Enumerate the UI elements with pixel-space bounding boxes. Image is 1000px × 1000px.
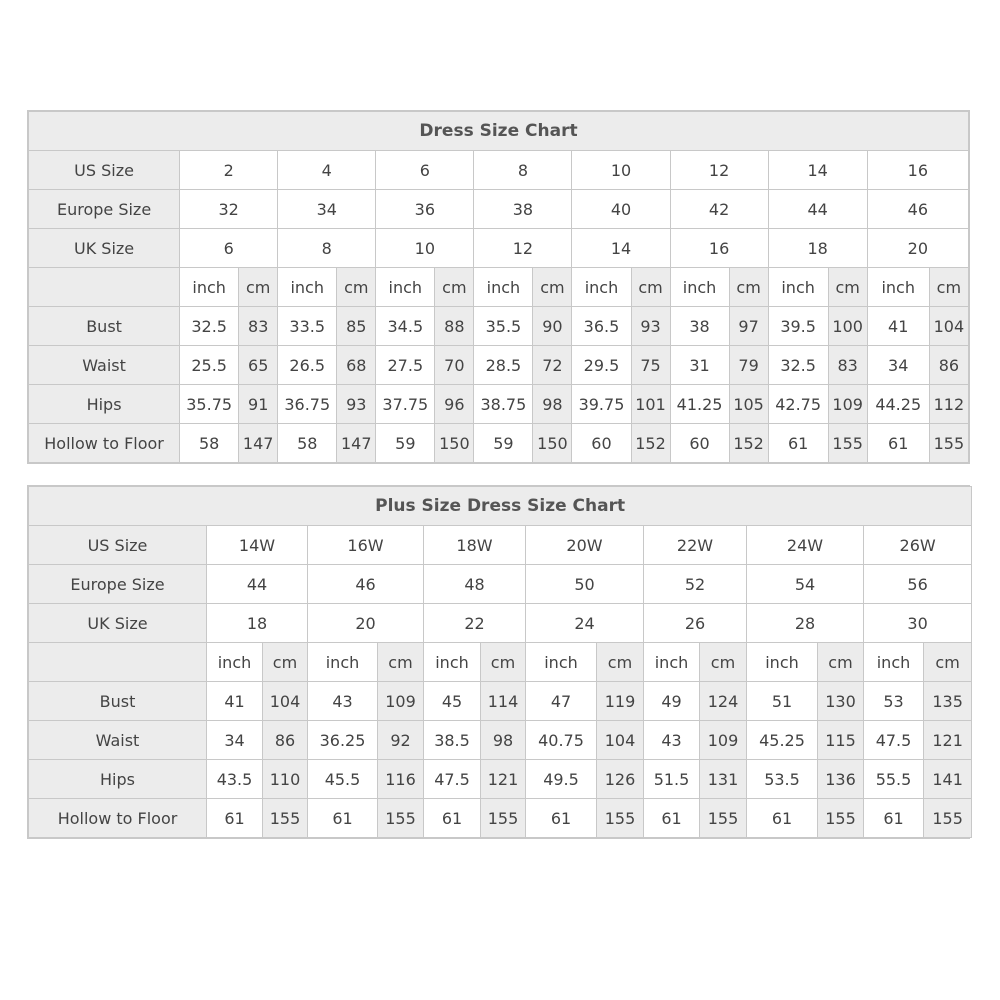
row-label: Waist xyxy=(29,346,180,385)
cm-value: 86 xyxy=(929,346,968,385)
row-label: Bust xyxy=(29,307,180,346)
cm-value: 147 xyxy=(337,424,376,463)
inch-value: 60 xyxy=(572,424,631,463)
row-label: US Size xyxy=(29,526,207,565)
unit-inch: inch xyxy=(278,268,337,307)
dress-size-chart xyxy=(27,110,970,464)
inch-value: 39.5 xyxy=(768,307,828,346)
inch-value: 27.5 xyxy=(376,346,435,385)
waist-row xyxy=(29,721,972,760)
uk-size-row xyxy=(29,604,972,643)
cm-value: 152 xyxy=(631,424,670,463)
row-label: UK Size xyxy=(29,604,207,643)
inch-value: 38.5 xyxy=(424,721,481,760)
cm-value: 152 xyxy=(729,424,768,463)
size-cell: 2 xyxy=(180,151,278,190)
cm-value: 131 xyxy=(700,760,747,799)
inch-value: 61 xyxy=(526,799,597,838)
size-cell: 44 xyxy=(207,565,308,604)
cm-value: 68 xyxy=(337,346,376,385)
inch-value: 53.5 xyxy=(747,760,818,799)
cm-value: 109 xyxy=(828,385,867,424)
cm-value: 155 xyxy=(818,799,864,838)
size-cell: 10 xyxy=(572,151,670,190)
inch-value: 36.75 xyxy=(278,385,337,424)
unit-inch: inch xyxy=(526,643,597,682)
hips-row xyxy=(29,385,969,424)
size-cell: 32 xyxy=(180,190,278,229)
inch-value: 25.5 xyxy=(180,346,239,385)
inch-value: 61 xyxy=(864,799,924,838)
inch-value: 26.5 xyxy=(278,346,337,385)
inch-value: 59 xyxy=(376,424,435,463)
cm-value: 91 xyxy=(239,385,278,424)
size-cell: 18W xyxy=(424,526,526,565)
unit-inch: inch xyxy=(864,643,924,682)
size-cell: 56 xyxy=(864,565,972,604)
inch-value: 40.75 xyxy=(526,721,597,760)
row-label: US Size xyxy=(29,151,180,190)
dress-size-table xyxy=(28,111,969,463)
size-cell: 22 xyxy=(424,604,526,643)
size-cell: 26 xyxy=(644,604,747,643)
inch-value: 42.75 xyxy=(768,385,828,424)
unit-cm: cm xyxy=(481,643,526,682)
size-cell: 46 xyxy=(308,565,424,604)
row-label: Europe Size xyxy=(29,190,180,229)
unit-cm: cm xyxy=(924,643,972,682)
size-cell: 16W xyxy=(308,526,424,565)
cm-value: 85 xyxy=(337,307,376,346)
unit-cm: cm xyxy=(700,643,747,682)
size-cell: 8 xyxy=(474,151,572,190)
size-cell: 20W xyxy=(526,526,644,565)
size-cell: 42 xyxy=(670,190,768,229)
row-label: Hips xyxy=(29,760,207,799)
cm-value: 83 xyxy=(239,307,278,346)
unit-cm: cm xyxy=(729,268,768,307)
inch-value: 41.25 xyxy=(670,385,729,424)
row-label: Hollow to Floor xyxy=(29,799,207,838)
cm-value: 150 xyxy=(533,424,572,463)
inch-value: 61 xyxy=(644,799,700,838)
hips-row xyxy=(29,760,972,799)
cm-value: 155 xyxy=(929,424,968,463)
cm-value: 90 xyxy=(533,307,572,346)
size-cell: 24 xyxy=(526,604,644,643)
inch-value: 34.5 xyxy=(376,307,435,346)
unit-inch: inch xyxy=(572,268,631,307)
cm-value: 155 xyxy=(481,799,526,838)
cm-value: 79 xyxy=(729,346,768,385)
cm-value: 155 xyxy=(700,799,747,838)
size-cell: 28 xyxy=(747,604,864,643)
cm-value: 65 xyxy=(239,346,278,385)
inch-value: 44.25 xyxy=(867,385,929,424)
cm-value: 104 xyxy=(263,682,308,721)
cm-value: 114 xyxy=(481,682,526,721)
europe-size-row xyxy=(29,565,972,604)
inch-value: 61 xyxy=(867,424,929,463)
cm-value: 112 xyxy=(929,385,968,424)
cm-value: 97 xyxy=(729,307,768,346)
inch-value: 47 xyxy=(526,682,597,721)
unit-inch: inch xyxy=(474,268,533,307)
size-cell: 22W xyxy=(644,526,747,565)
cm-value: 93 xyxy=(631,307,670,346)
plus-size-chart xyxy=(27,485,970,839)
cm-value: 130 xyxy=(818,682,864,721)
size-cell: 8 xyxy=(278,229,376,268)
size-cell: 52 xyxy=(644,565,747,604)
inch-value: 38.75 xyxy=(474,385,533,424)
cm-value: 155 xyxy=(378,799,424,838)
size-cell: 30 xyxy=(864,604,972,643)
unit-inch: inch xyxy=(644,643,700,682)
unit-cm: cm xyxy=(631,268,670,307)
row-label: Europe Size xyxy=(29,565,207,604)
size-cell: 26W xyxy=(864,526,972,565)
unit-inch: inch xyxy=(768,268,828,307)
inch-value: 53 xyxy=(864,682,924,721)
cm-value: 72 xyxy=(533,346,572,385)
size-cell: 50 xyxy=(526,565,644,604)
cm-value: 100 xyxy=(828,307,867,346)
inch-value: 32.5 xyxy=(768,346,828,385)
bust-row xyxy=(29,682,972,721)
cm-value: 126 xyxy=(597,760,644,799)
inch-value: 43.5 xyxy=(207,760,263,799)
cm-value: 155 xyxy=(597,799,644,838)
inch-value: 28.5 xyxy=(474,346,533,385)
cm-value: 147 xyxy=(239,424,278,463)
size-cell: 18 xyxy=(207,604,308,643)
inch-value: 49.5 xyxy=(526,760,597,799)
cm-value: 86 xyxy=(263,721,308,760)
inch-value: 58 xyxy=(278,424,337,463)
row-label: Hollow to Floor xyxy=(29,424,180,463)
cm-value: 109 xyxy=(700,721,747,760)
unit-cm: cm xyxy=(337,268,376,307)
size-cell: 14W xyxy=(207,526,308,565)
unit-cm: cm xyxy=(239,268,278,307)
cm-value: 88 xyxy=(435,307,474,346)
cm-value: 141 xyxy=(924,760,972,799)
size-cell: 40 xyxy=(572,190,670,229)
unit-cm: cm xyxy=(263,643,308,682)
row-label: UK Size xyxy=(29,229,180,268)
cm-value: 110 xyxy=(263,760,308,799)
size-cell: 34 xyxy=(278,190,376,229)
size-cell: 20 xyxy=(308,604,424,643)
chart-title: Dress Size Chart xyxy=(29,112,969,151)
size-cell: 16 xyxy=(670,229,768,268)
cm-value: 135 xyxy=(924,682,972,721)
size-cell: 14 xyxy=(572,229,670,268)
size-cell: 20 xyxy=(867,229,968,268)
unit-inch: inch xyxy=(376,268,435,307)
inch-value: 47.5 xyxy=(864,721,924,760)
inch-value: 58 xyxy=(180,424,239,463)
size-cell: 36 xyxy=(376,190,474,229)
row-label xyxy=(29,268,180,307)
cm-value: 109 xyxy=(378,682,424,721)
cm-value: 155 xyxy=(263,799,308,838)
cm-value: 116 xyxy=(378,760,424,799)
inch-value: 35.75 xyxy=(180,385,239,424)
hollow-to-floor-row xyxy=(29,799,972,838)
cm-value: 70 xyxy=(435,346,474,385)
us-size-row xyxy=(29,526,972,565)
cm-value: 136 xyxy=(818,760,864,799)
unit-cm: cm xyxy=(435,268,474,307)
size-cell: 10 xyxy=(376,229,474,268)
size-cell: 46 xyxy=(867,190,968,229)
europe-size-row xyxy=(29,190,969,229)
inch-value: 61 xyxy=(768,424,828,463)
unit-inch: inch xyxy=(747,643,818,682)
cm-value: 155 xyxy=(828,424,867,463)
chart-title: Plus Size Dress Size Chart xyxy=(29,487,972,526)
title-row xyxy=(29,487,972,526)
inch-value: 33.5 xyxy=(278,307,337,346)
cm-value: 83 xyxy=(828,346,867,385)
inch-value: 38 xyxy=(670,307,729,346)
inch-value: 55.5 xyxy=(864,760,924,799)
cm-value: 105 xyxy=(729,385,768,424)
inch-value: 61 xyxy=(424,799,481,838)
cm-value: 121 xyxy=(481,760,526,799)
unit-cm: cm xyxy=(929,268,968,307)
hollow-to-floor-row xyxy=(29,424,969,463)
size-cell: 4 xyxy=(278,151,376,190)
row-label: Waist xyxy=(29,721,207,760)
cm-value: 92 xyxy=(378,721,424,760)
cm-value: 96 xyxy=(435,385,474,424)
plus-size-table xyxy=(28,486,972,838)
inch-value: 31 xyxy=(670,346,729,385)
size-cell: 6 xyxy=(376,151,474,190)
inch-value: 41 xyxy=(867,307,929,346)
inch-value: 59 xyxy=(474,424,533,463)
inch-value: 61 xyxy=(308,799,378,838)
cm-value: 155 xyxy=(924,799,972,838)
inch-value: 45.5 xyxy=(308,760,378,799)
size-cell: 6 xyxy=(180,229,278,268)
cm-value: 104 xyxy=(597,721,644,760)
inch-value: 45 xyxy=(424,682,481,721)
inch-value: 37.75 xyxy=(376,385,435,424)
size-cell: 48 xyxy=(424,565,526,604)
unit-inch: inch xyxy=(207,643,263,682)
inch-value: 34 xyxy=(867,346,929,385)
inch-value: 43 xyxy=(308,682,378,721)
unit-inch: inch xyxy=(670,268,729,307)
size-cell: 18 xyxy=(768,229,867,268)
unit-cm: cm xyxy=(533,268,572,307)
unit-row xyxy=(29,268,969,307)
waist-row xyxy=(29,346,969,385)
inch-value: 47.5 xyxy=(424,760,481,799)
cm-value: 150 xyxy=(435,424,474,463)
bust-row xyxy=(29,307,969,346)
unit-inch: inch xyxy=(308,643,378,682)
cm-value: 98 xyxy=(533,385,572,424)
size-cell: 16 xyxy=(867,151,968,190)
cm-value: 121 xyxy=(924,721,972,760)
cm-value: 98 xyxy=(481,721,526,760)
row-label xyxy=(29,643,207,682)
size-cell: 44 xyxy=(768,190,867,229)
unit-row xyxy=(29,643,972,682)
inch-value: 36.5 xyxy=(572,307,631,346)
title-row xyxy=(29,112,969,151)
unit-inch: inch xyxy=(180,268,239,307)
unit-inch: inch xyxy=(424,643,481,682)
unit-cm: cm xyxy=(597,643,644,682)
uk-size-row xyxy=(29,229,969,268)
inch-value: 51 xyxy=(747,682,818,721)
unit-cm: cm xyxy=(828,268,867,307)
unit-inch: inch xyxy=(867,268,929,307)
size-cell: 12 xyxy=(474,229,572,268)
inch-value: 29.5 xyxy=(572,346,631,385)
inch-value: 61 xyxy=(207,799,263,838)
us-size-row xyxy=(29,151,969,190)
size-cell: 54 xyxy=(747,565,864,604)
cm-value: 115 xyxy=(818,721,864,760)
size-cell: 14 xyxy=(768,151,867,190)
unit-cm: cm xyxy=(818,643,864,682)
cm-value: 124 xyxy=(700,682,747,721)
inch-value: 32.5 xyxy=(180,307,239,346)
inch-value: 43 xyxy=(644,721,700,760)
inch-value: 41 xyxy=(207,682,263,721)
cm-value: 119 xyxy=(597,682,644,721)
inch-value: 36.25 xyxy=(308,721,378,760)
row-label: Hips xyxy=(29,385,180,424)
unit-cm: cm xyxy=(378,643,424,682)
inch-value: 45.25 xyxy=(747,721,818,760)
cm-value: 101 xyxy=(631,385,670,424)
cm-value: 75 xyxy=(631,346,670,385)
cm-value: 93 xyxy=(337,385,376,424)
inch-value: 35.5 xyxy=(474,307,533,346)
inch-value: 49 xyxy=(644,682,700,721)
inch-value: 61 xyxy=(747,799,818,838)
size-cell: 24W xyxy=(747,526,864,565)
size-cell: 38 xyxy=(474,190,572,229)
inch-value: 51.5 xyxy=(644,760,700,799)
size-cell: 12 xyxy=(670,151,768,190)
row-label: Bust xyxy=(29,682,207,721)
inch-value: 34 xyxy=(207,721,263,760)
inch-value: 39.75 xyxy=(572,385,631,424)
cm-value: 104 xyxy=(929,307,968,346)
inch-value: 60 xyxy=(670,424,729,463)
